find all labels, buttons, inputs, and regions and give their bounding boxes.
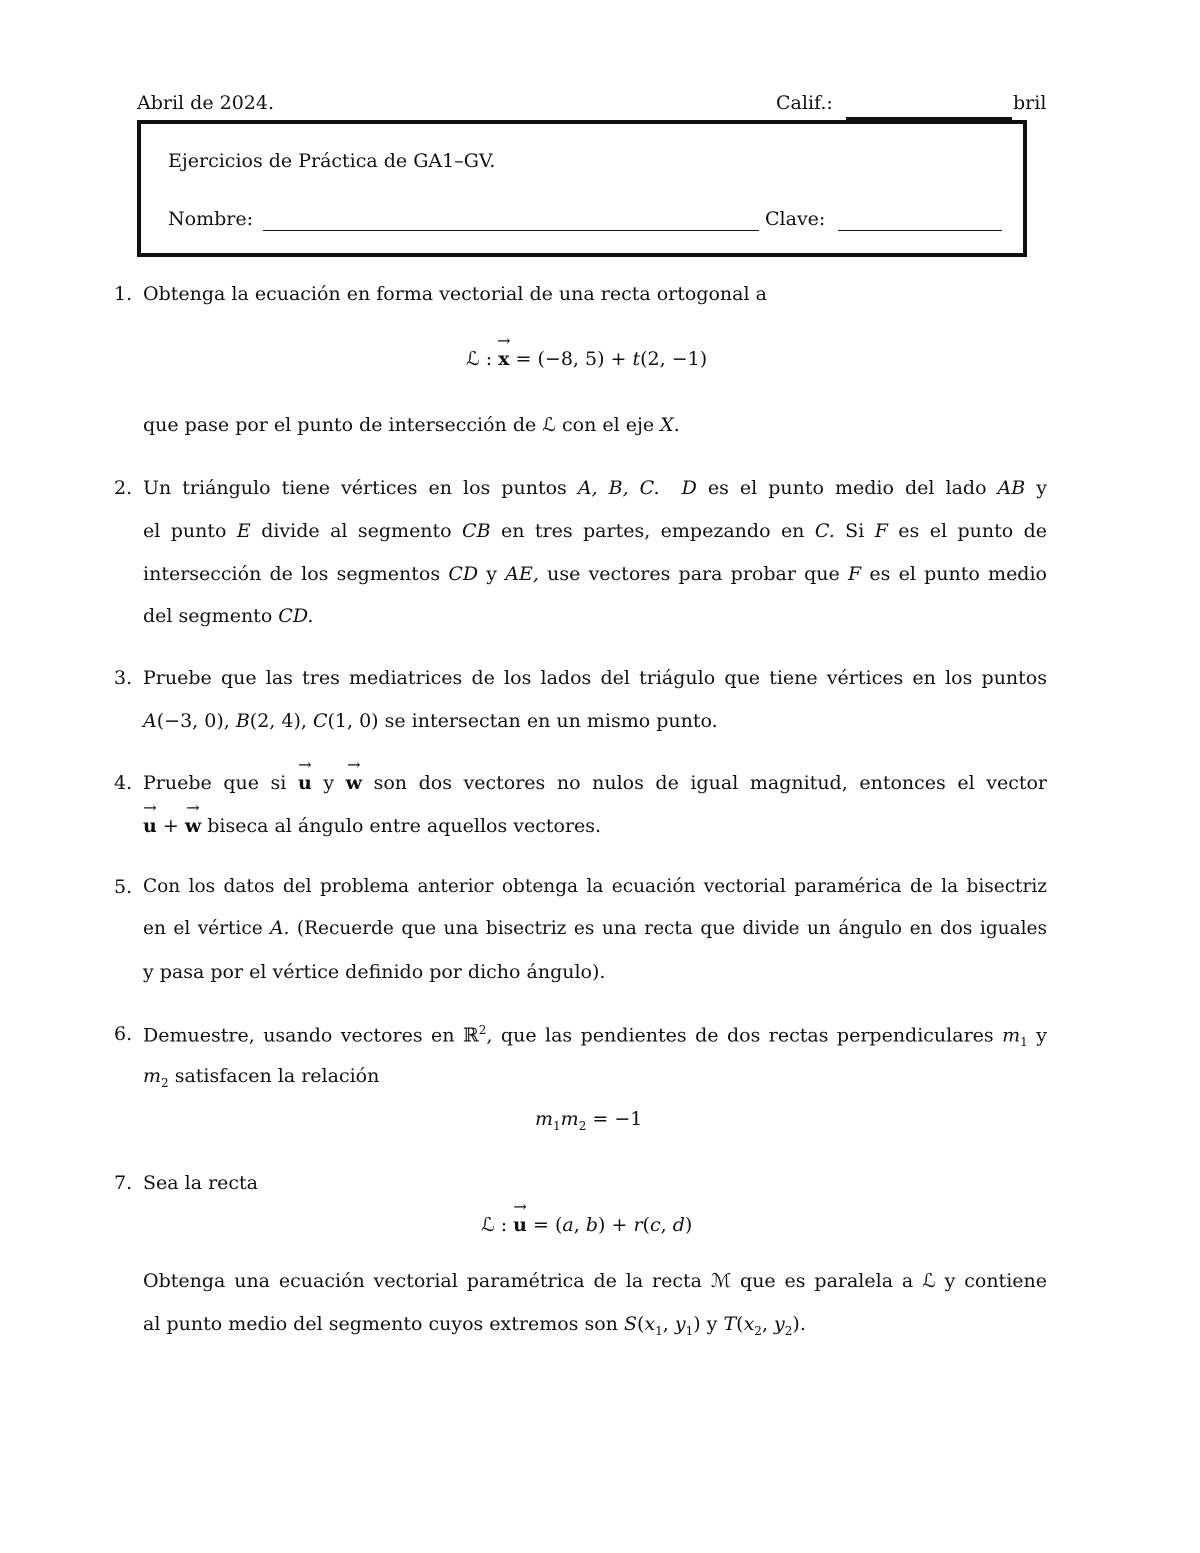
header-box [137, 120, 1027, 257]
p5-line3: y pasa por el vértice definido por dicho ángulo). [143, 961, 606, 983]
p6-line2: $m_2$ satisfacen la relación [143, 1065, 380, 1090]
p4-line1: Pruebe que si → u y → w son dos vectores no nulos de igual magnitud, entonces el vector [143, 772, 1047, 794]
problem-number: 7. [114, 1172, 133, 1194]
p1-outro: que pase por el punto de intersección de ℒ con el eje X. [143, 414, 680, 436]
p4-line2: → u + → w biseca al ángulo entre aquellos vectores. [143, 815, 601, 837]
calif-label: Calif.: [776, 92, 833, 114]
box-title: Ejercicios de Práctica de GA1–GV. [168, 150, 496, 172]
p2-line3: intersección de los segmentos CD y AE, use vectores para probar que F es el punto medio [143, 563, 1047, 585]
p3-line2: A(−3, 0), B(2, 4), C(1, 0) se intersectan en un mismo punto. [143, 710, 718, 732]
p7-line1: Sea la recta [143, 1172, 259, 1194]
p7-line2: Obtenga una ecuación vectorial paramétrica de la recta ℳ que es paralela a ℒ y contiene [143, 1270, 1047, 1292]
problem-number: 4. [114, 772, 133, 794]
problem-number: 2. [114, 477, 133, 499]
clave-blank [838, 230, 1002, 231]
problem-number: 5. [114, 876, 133, 898]
name-label: Nombre: [168, 208, 253, 230]
p6-equation: $m_1m_2 = -1$ [535, 1108, 643, 1133]
p6-line1: Demuestre, usando vectores en ℝ$^2$, que las pendientes de dos rectas perpendiculares $m_1$ y [143, 1023, 1047, 1050]
p1-intro: Obtenga la ecuación en forma vectorial de una recta ortogonal a [143, 283, 767, 305]
clave-label: Clave: [765, 208, 826, 230]
p2-line2: el punto E divide al segmento CB en tres partes, empezando en C. Si F es el punto de [143, 520, 1047, 542]
p2-line1: Un triángulo tiene vértices en los puntos A, B, C. D es el punto medio del lado AB y [143, 477, 1048, 499]
name-blank [263, 230, 759, 231]
p2-line4: del segmento CD. [143, 605, 314, 627]
p7-line3: al punto medio del segmento cuyos extremos son $S(x_1$, $y_1$) y $T(x_2$, $y_2$). [143, 1313, 806, 1338]
problem-number: 3. [114, 667, 133, 689]
p5-line1: Con los datos del problema anterior obtenga la ecuación vectorial paramérica de la bisectriz [143, 876, 1047, 897]
p7-equation: ℒ : → u = (a, b) + r(c, d) [481, 1214, 692, 1236]
overflow-text: bril [1013, 92, 1047, 114]
date-text: Abril de 2024. [137, 92, 274, 114]
p5-line2: en el vértice A. (Recuerde que una bisectriz es una recta que divide un ángulo en dos iguales [143, 918, 1047, 939]
p1-equation: ℒ : → x = (−8, 5) + t(2, −1) [466, 348, 707, 370]
problem-number: 6. [114, 1023, 133, 1045]
problem-number: 1. [114, 283, 133, 305]
p3-line1: Pruebe que las tres mediatrices de los lados del triágulo que tiene vértices en los puntos [143, 667, 1047, 689]
